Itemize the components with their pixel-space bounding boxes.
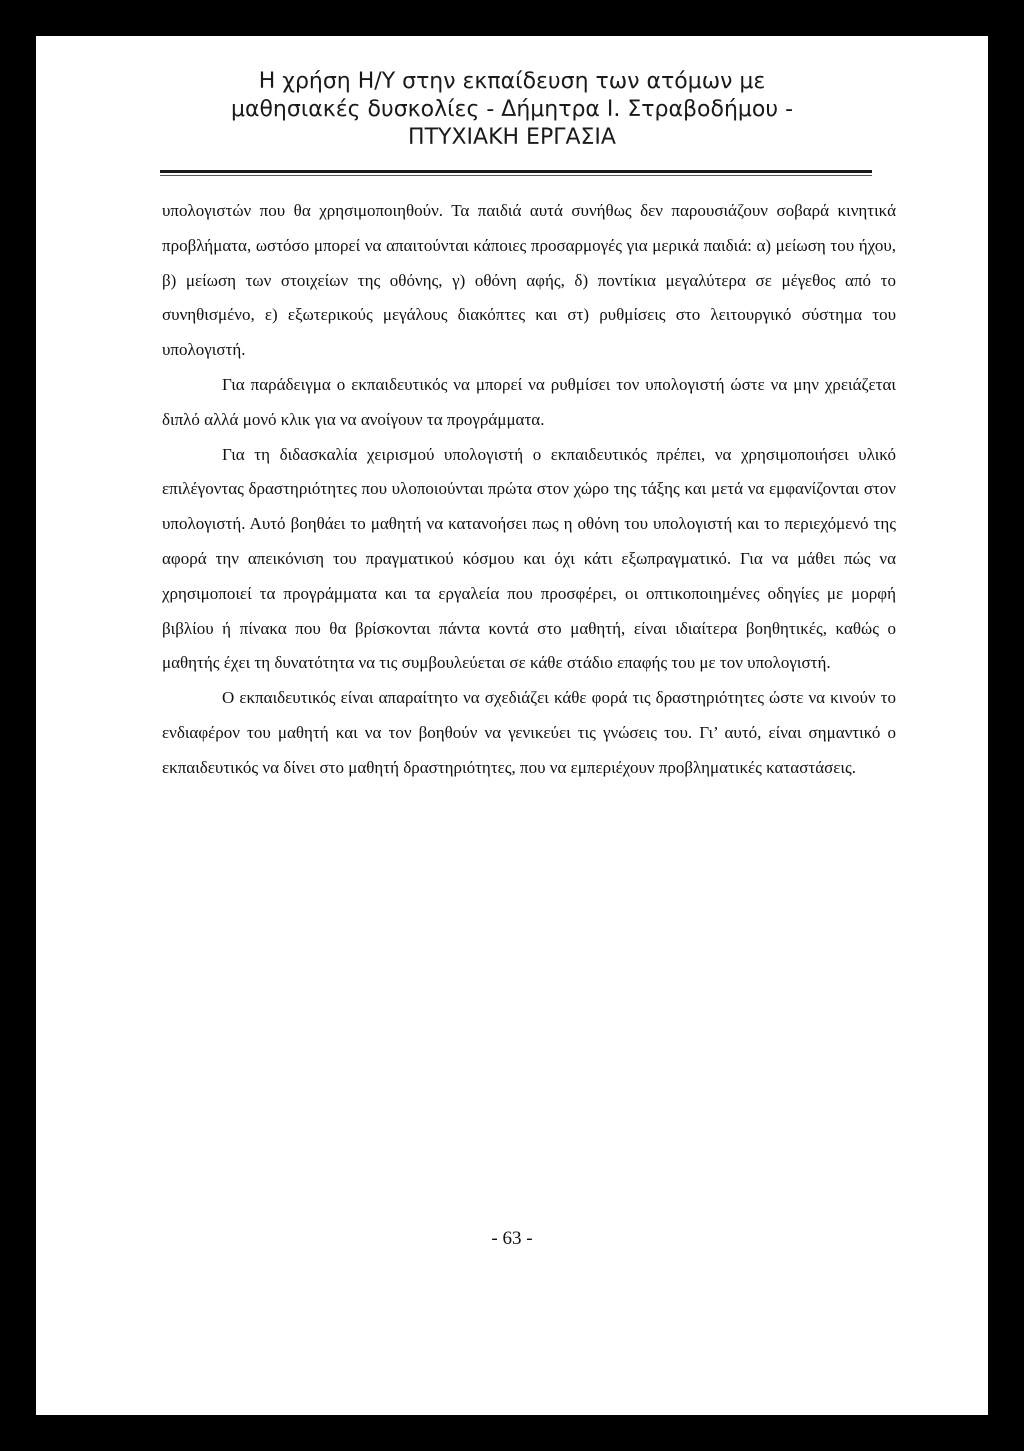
header-line-1: Η χρήση Η/Υ στην εκπαίδευση των ατόμων με: [258, 69, 766, 94]
page-number: - 63 -: [491, 1228, 533, 1249]
document-page: [36, 36, 988, 1415]
footer: [36, 36, 988, 1415]
paragraph-3: Για τη διδασκαλία χειρισμού υπολογιστή ο εκπαιδευτικός πρέπει, να χρησιμοποιήσει υλικό επιλέγοντας δραστηριότητες που υλοποιούνται πρώτα στον χώρο της τάξης και μετά να εμφανίζονται στον υπολογιστή. Αυτό βοηθάει το μαθητή να κατανοήσει πως η οθόνη του υπολογιστή και το περιεχόμενό της αφορά την απεικόνιση του πραγματικού κόσμου και όχι κάτι εξωπραγματικό. Για να μάθει πώς να χρησιμοποιεί τα προγράμματα και τα εργαλεία που προσφέρει, οι οπτικοποιημένες οδηγίες με μορφή βιβλίου ή πίνακα που θα βρίσκονται πάντα κοντά στο μαθητή, είναι ιδιαίτερα βοηθητικές, καθώς ο μαθητής έχει τη δυνατότητα να τις συμβουλεύεται σε κάθε στάδιο επαφής του με τον υπολογιστή.: [162, 444, 896, 673]
paragraph-2: Για παράδειγμα ο εκπαιδευτικός να μπορεί να ρυθμίσει τον υπολογιστή ώστε να μην χρειάζεται διπλό αλλά μονό κλικ για να ανοίγουν τα προγράμματα.: [162, 374, 896, 429]
header-line-3: ΠΤΥΧΙΑΚΗ ΕΡΓΑΣΙΑ: [408, 125, 616, 150]
paragraph-4: Ο εκπαιδευτικός είναι απαραίτητο να σχεδιάζει κάθε φορά τις δραστηριότητες ώστε να κινούν το ενδιαφέρον του μαθητή και να τον βοηθούν να γενικεύει τις γνώσεις του. Γι’ αυτό, είναι σημαντικό ο εκπαιδευτικός να δίνει στο μαθητή δραστηριότητες, που να εμπεριέχουν προβληματικές καταστάσεις.: [162, 688, 896, 777]
header-line-2: μαθησιακές δυσκολίες - Δήμητρα Ι. Στραβοδήμου -: [230, 97, 794, 122]
paragraph-1: υπολογιστών που θα χρησιμοποιηθούν. Τα παιδιά αυτά συνήθως δεν παρουσιάζουν σοβαρά κινητικά προβλήματα, ωστόσο μπορεί να απαιτούνται κάποιες προσαρμογές για μερικά παιδιά: α) μείωση του ήχου, β) μείωση των στοιχείων της οθόνης, γ) οθόνη αφής, δ) ποντίκια μεγαλύτερα σε μέγεθος από το συνηθισμένο, ε) εξωτερικούς μεγάλους διακόπτες και στ) ρυθμίσεις στο λειτουργικό σύστημα του υπολογιστή.: [162, 201, 896, 360]
